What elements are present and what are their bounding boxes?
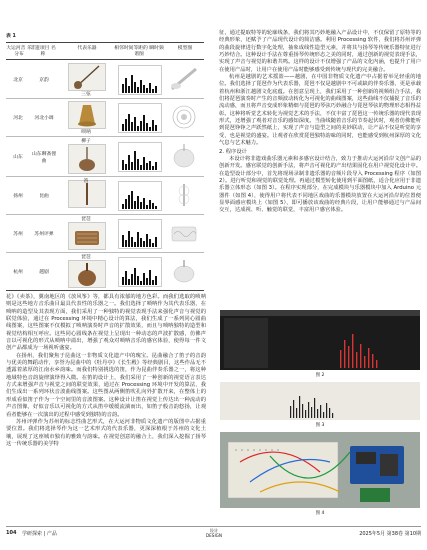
model-image <box>168 257 200 285</box>
table-row <box>6 98 204 137</box>
header-item: 非遗项目 名称 <box>30 46 56 57</box>
pipa-image <box>68 260 106 288</box>
name-cell: 苏州评弹 <box>34 232 54 237</box>
figure-3-label: 图 3 <box>315 423 325 428</box>
table-row <box>6 252 204 291</box>
pipa-image <box>68 222 106 250</box>
table-row <box>6 214 204 253</box>
page-footer <box>0 524 427 550</box>
paragraph: 杭州是越剧的艺术摇篮——越剧，在中国非物质文化遗产中占据着举足轻重的地位。我们选择了琵琶作为代表乐器，琵琶不仅是越剧中不可或缺的伴奏乐器，更是承载着杭州和浙江越剧文化底蕴。在创意呈现上，我们采用了一种创新的视频组合手法，我们将琵琶演奏时产生的音频波动转化为可视化的曲线图案，这些曲线不仅捕捉了音乐的流动感，而且将声音变成形象精细与琵琶的琴弦巧妙融合与琵琶琴弦的物理形态相得益彰。这种将听觉艺术转化为视觉艺术的手法，不仅丰富了琵琶这一传统乐器的现代表现形式，还增强了观者对音乐的感知深度。当曲线随着音乐的节奏起伏时，观者仿佛能听到琵琶铮铮之声跃然纸上，实现了声音与造型之间的美妙联动，让产品不仅是听觉的享受，也是视觉的盛宴。让观者在欣赏琵琶独特韵味的同时，也能感受到杭州深厚的文化气息与艺术魅力。 <box>219 74 421 147</box>
place-cell: 苏州 <box>13 232 23 237</box>
place-cell: 山东 <box>13 155 23 160</box>
model-image <box>168 219 200 247</box>
paragraph: 在扬州，我们聚焦于昆曲这一非物质文化遗产中的瑰宝。昆曲融合了笛子的音韵与优美的舞蹈动作，享誉为昆曲中的《牡丹亭》《长生殿》等经典剧目，这些作品无不透露着浓厚的江南水乡韵味。而我们特别挑选的笛，作为昆曲伴奏乐器之一，将这种地域特色音韵旋律演绎得入微。在笛的设计上，我们采用了一种创新的视觉语言表达方式来增强声音与视觉之间的联觉效果，通过在 Processing 环境中开发的算法，我们生成出一系列环状音波曲线图案。这些图从两侧笛吹孔向外扩散开来，在整体上的形成看似笛子作为一个空间里的音波图案。这种设计让笛在视觉上传达出一种流动的声音图像，好似音乐以可视化的方式从笛中缓缓流淌而出，如笛子般音韵悠扬，让观看者能够在一次演出的过程中感受到独特的音韵。 <box>6 352 206 418</box>
place-cell: 北京 <box>13 78 23 83</box>
header-spectrum: 相邻时间等距的 瞬时频谱图 <box>114 46 164 57</box>
page-number: 104 <box>6 530 17 536</box>
magazine-logo: 设计 DESIGN <box>205 528 223 538</box>
issue-info: 2025年5月 第38卷 第10期 <box>359 531 421 537</box>
instrument-cell: 琵琶 <box>81 217 91 222</box>
model-image <box>168 65 200 93</box>
header-instrument: 代表乐器 <box>77 46 97 51</box>
instrument-cell: 笛 <box>83 179 89 184</box>
header-model: 模型图 <box>177 46 193 51</box>
name-cell: 昆曲 <box>39 194 49 199</box>
pattern-image <box>220 382 420 420</box>
paragraph: 花》《卖茶》，翼南地区的《放风筝》等，都具有浓郁的地方色彩。而我们选取的唢呐则是这些地方音乐曲目最具代表性的乐器之一。我们选择了唢呐作为其代表乐器，在唢呐的造型及其表现方面，我们采用了一种独特的视觉表现手法来强化声音与视觉的联觉体验，通过在 Processing 环境中精心设计的算法，我们生成了一系列同心圆曲线图案，这些图案不仅模拟了唢呐演奏时声音的扩散效果，而且与唢呐独特的造型和视觉结构相互呼应。这些同心圆线条在视觉上呈现出一种动态的声波扩散感，仿佛声音以可视化的形式从唢呐中溢出，增强了观众对唢呐音乐的感官体验，使得每一件文创产品都成为一场视听盛宴。 <box>6 294 206 352</box>
arduino-photo <box>220 432 420 508</box>
name-cell: 京韵 <box>39 78 49 83</box>
instrument-cell: 三弦 <box>81 92 91 97</box>
name-cell: 河北小调 <box>34 116 54 121</box>
place-cell: 杭州 <box>13 270 23 275</box>
processing-screenshot <box>220 310 420 370</box>
header-region: 大运河音 乐分布 <box>6 46 32 57</box>
spectrum-image <box>118 257 162 287</box>
name-cell: 山东聊斋俚曲 <box>32 152 56 164</box>
table-row <box>6 176 204 215</box>
spectrum-image <box>118 219 162 249</box>
place-cell: 河北 <box>13 116 23 121</box>
table-header-row <box>6 42 204 60</box>
paragraph: 征，通过提取特等的轮廓线条，我们将其巧妙地融入产品设计中，不仅保留了原特等的经典形象，还赋予了产品现代设计的简洁感。利用 Processing 软件，我们将苏州评弹的曲段旋律进行数字化处理，抽象成线性造型元素，并将其与扬琴等传统乐器特征进行巧妙结合。这种设计手法在尊重扬琴传统形态之美的同时，通过创新的视觉表现手法，实现了声音与视觉的和谐共鸣。这样的设计不仅增强了产品的文化内涵，也提升了用户在使用产品时，让用户在使用产品时能够感受到传统与现代的完美融合。 <box>219 30 421 73</box>
model-image <box>168 103 200 131</box>
footer-rule <box>6 526 421 527</box>
section-title: 2. 程序设计 <box>219 148 247 155</box>
figure-2-label: 图 2 <box>315 373 325 378</box>
table-row <box>6 60 204 99</box>
model-image <box>168 181 200 209</box>
spectrum-image <box>118 65 162 95</box>
table-caption: 表 1 <box>6 34 16 39</box>
instrument-cell: 琵琶 <box>81 255 91 260</box>
paragraph: 本设计将非遗戏曲乐器元素和多感官设计结合，致力于推动大运河沿岸文创产品的创新开发。感官联觉的创新手法，将声音可视化的产出结果固化在用户视觉化设计中。在造型设计部分中，首先将现场录制非遗乐器的音频片段导入 Processing 程序（如图 2）。进行听觉和视觉的联觉处理。再通过模型转化使用到平面图纸，适合化应用于非遗乐器立体形态（如图 3）。在程序实现部分，在完成模块与乐器模块中加入 Arduino 元器件（如图 4），使得用户将代表不同地区戏曲的乐器模块放置在大运河沿岸的位置便显界面感应模块上（如图 5），即可播放该戏曲的经典片段，让用户能够通过与产品间交互，达成视、听、触觉的联觉，丰富用户感官体验。 <box>219 155 422 214</box>
table-figure <box>6 32 204 290</box>
place-cell: 扬州 <box>13 194 23 199</box>
sanxian-image <box>68 63 106 91</box>
right-column-text <box>219 30 421 215</box>
paragraph: 苏州评弹作为苏州的标志性曲艺形式，在大运河非物质文化遗产的版图中占据重要位置。我们将选择琴作为这一艺术形式的代表乐器，更深深植根于苏州的文化土壤，展现了这座城市独有的雅致与韵味。在视觉创意的融合上，我们深入挖掘了扬琴这一传统乐器的美学特 <box>6 418 206 447</box>
left-column-text <box>6 294 206 448</box>
dizi-image <box>68 180 106 208</box>
spectrum-image <box>118 103 162 133</box>
figure-4-label: 图 4 <box>315 511 325 516</box>
instrument-cell: 唢呐 <box>81 130 91 135</box>
name-cell: 越剧 <box>39 270 49 275</box>
liuzi-image <box>68 144 106 174</box>
model-image <box>168 142 200 170</box>
spectrum-image <box>118 142 162 172</box>
instrument-cell: 柳子 <box>81 139 91 144</box>
section-name: 学研探索 | 产品 <box>22 531 57 537</box>
table-row <box>6 136 204 177</box>
spectrum-image <box>118 181 162 211</box>
suona-image <box>68 101 106 129</box>
